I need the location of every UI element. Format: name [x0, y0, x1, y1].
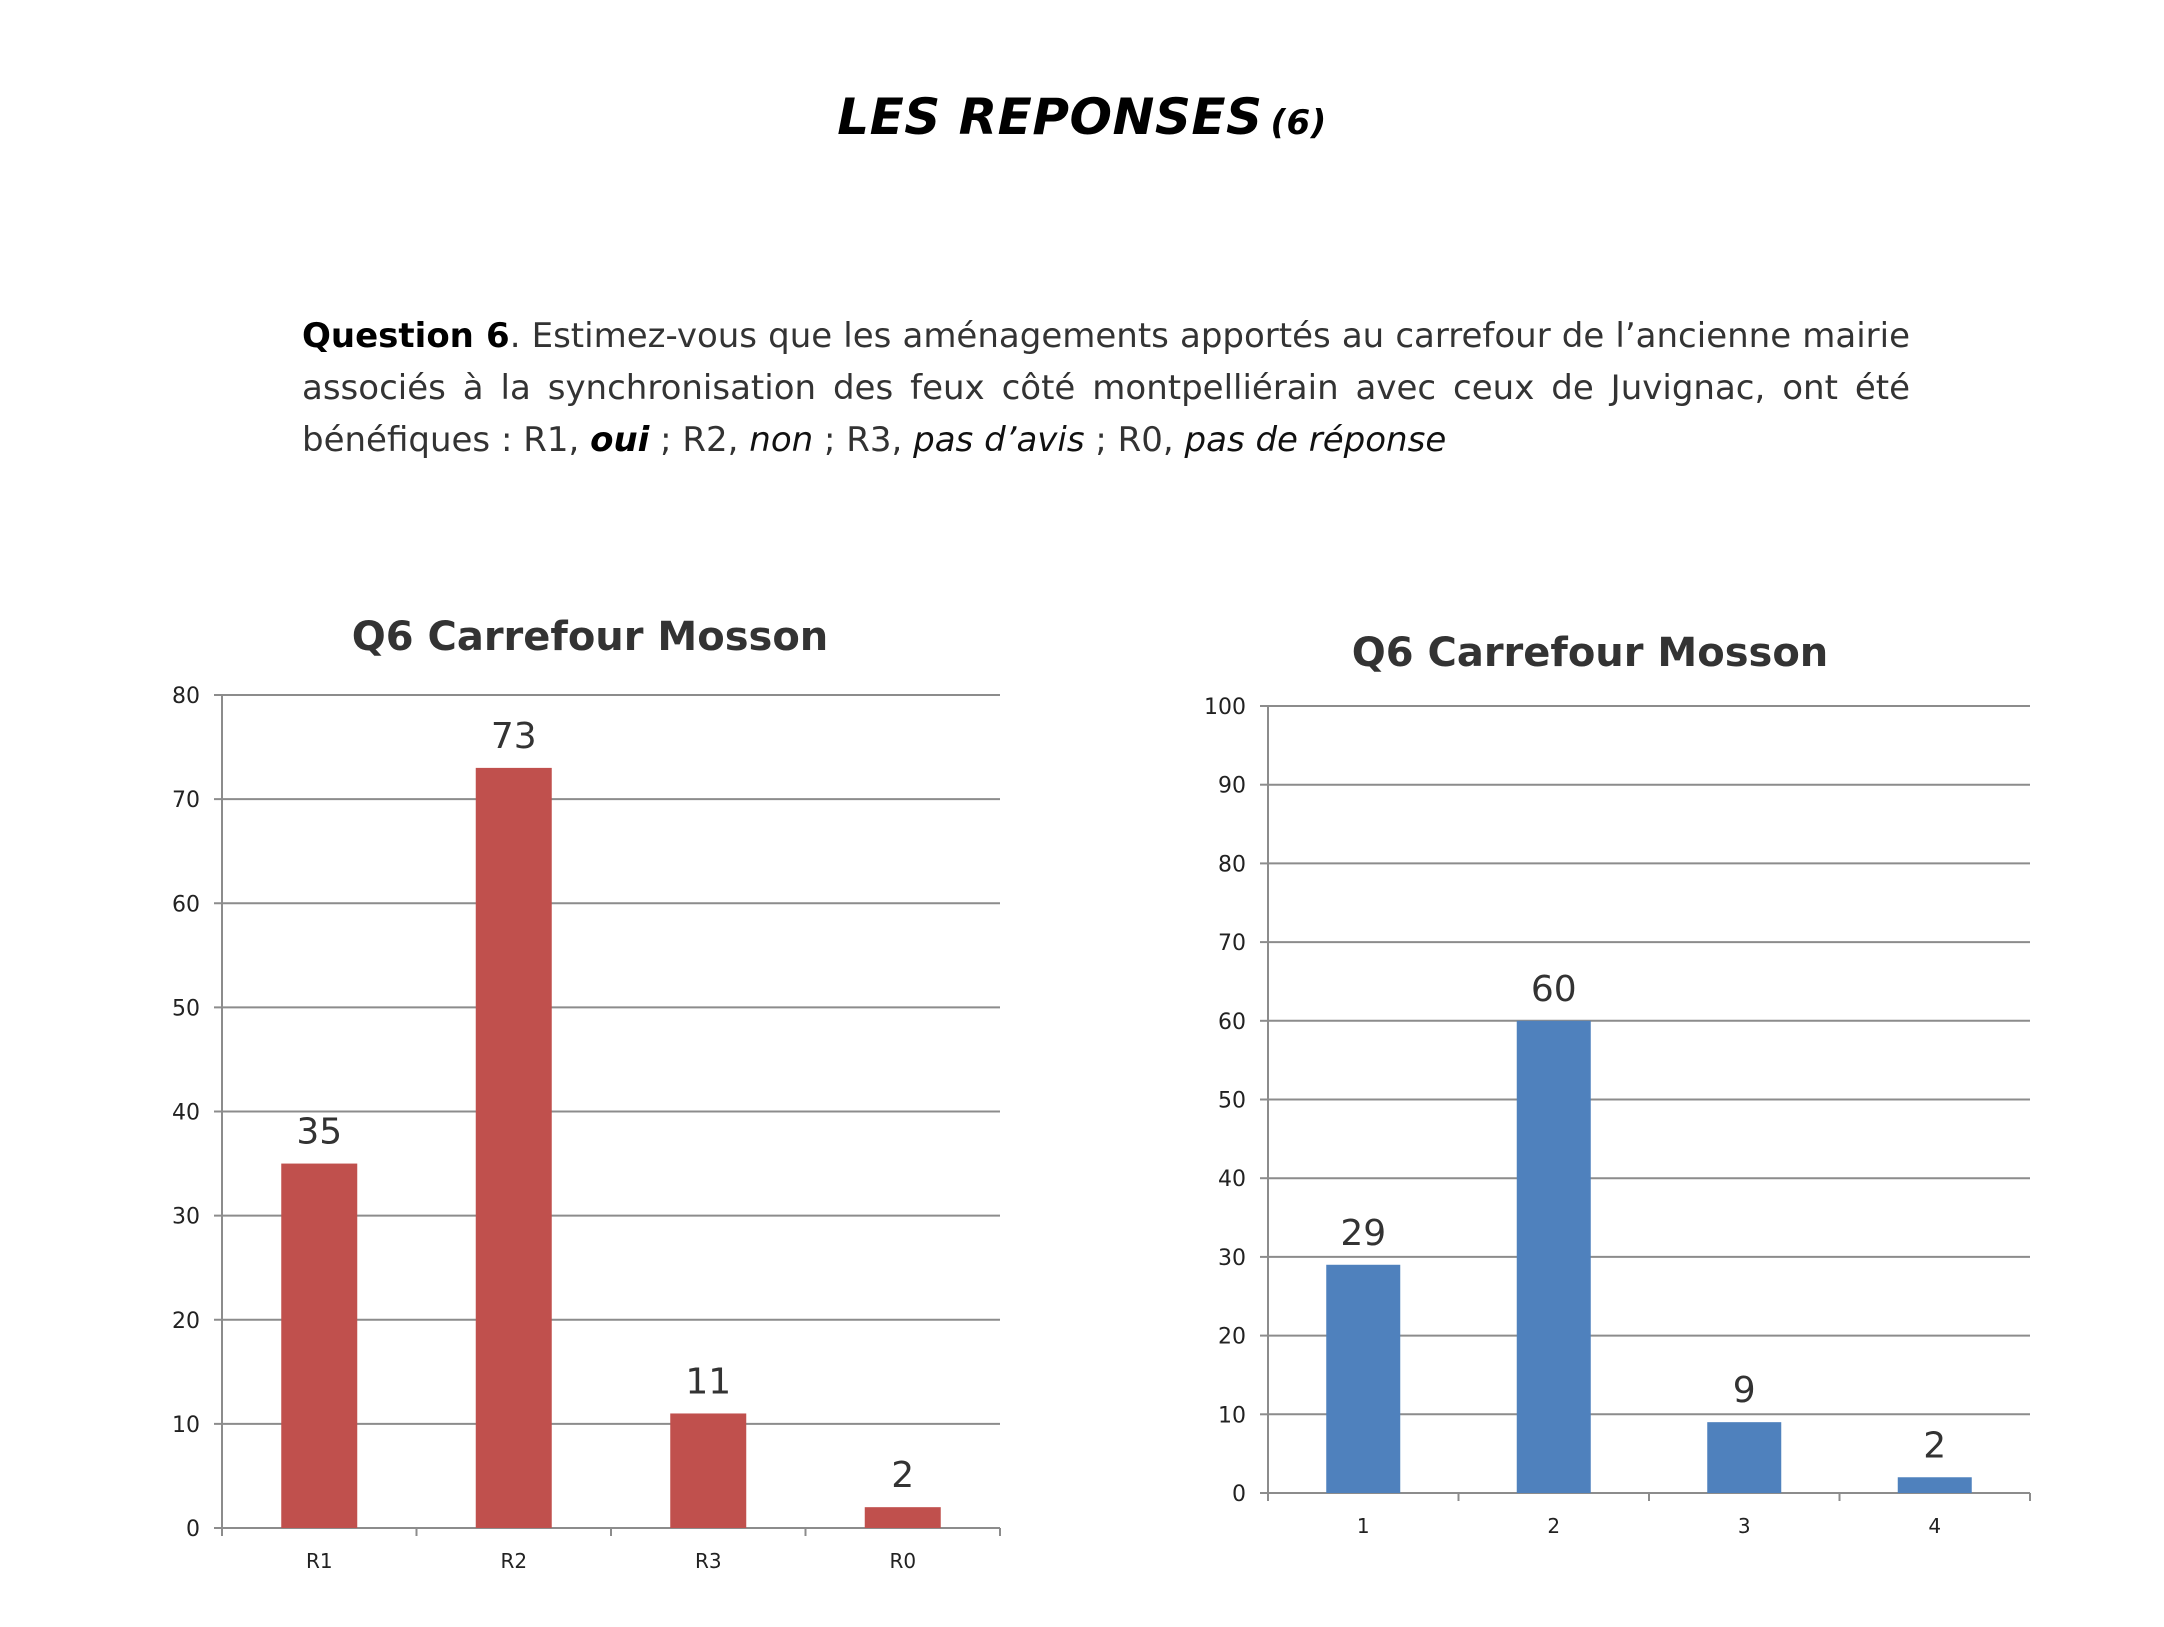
chart-1-data-label: 2 — [891, 1455, 915, 1497]
chart-2-y-tick-label: 20 — [1218, 1324, 1246, 1350]
chart-1-y-tick-label: 0 — [186, 1517, 200, 1542]
chart-1-y-tick-label: 20 — [172, 1308, 200, 1334]
chart-1-y-tick-label: 70 — [172, 788, 200, 814]
chart-2-y-tick-label: 30 — [1218, 1245, 1246, 1271]
chart-2-y-tick-label: 10 — [1218, 1403, 1246, 1429]
chart-1-y-tick-label: 50 — [172, 996, 200, 1022]
chart-1-y-tick-label: 80 — [172, 684, 200, 709]
chart-2-y-tick-label: 40 — [1218, 1167, 1246, 1193]
question-lead: Question 6 — [302, 316, 510, 356]
chart-1-bar — [670, 1413, 746, 1528]
chart-1-title: Q6 Carrefour Mosson — [351, 614, 829, 660]
chart-2-bar — [1898, 1477, 1972, 1493]
chart-1-bar — [865, 1507, 941, 1528]
chart-1-y-tick-label: 60 — [172, 892, 200, 918]
chart-2-x-tick-label: 4 — [1928, 1514, 1942, 1538]
chart-2-y-tick-label: 100 — [1204, 695, 1246, 720]
chart-1-y-tick-label: 30 — [172, 1204, 200, 1230]
chart-2-x-tick-label: 1 — [1356, 1514, 1370, 1538]
chart-2-data-label: 29 — [1340, 1212, 1387, 1254]
chart-1-bar — [281, 1164, 357, 1528]
chart-2-x-tick-label: 3 — [1737, 1514, 1751, 1538]
answer-pas-reponse: pas de réponse — [1184, 420, 1447, 460]
chart-1-x-tick-label: R3 — [694, 1549, 722, 1573]
question-body: . Estimez-vous que les aménagements apportés au carrefour de l’ancienne mairie associés à la synchronisation des feux côté montpelliérain avec ceux de Juvignac, ont été bénéfiques : R1, — [302, 316, 1910, 460]
chart-2-y-tick-label: 70 — [1218, 931, 1246, 957]
question-sep-2: ; R3, — [813, 420, 914, 460]
chart-2-bar — [1326, 1265, 1400, 1493]
chart-1-data-label: 73 — [490, 715, 537, 757]
chart-1-data-label: 35 — [296, 1111, 343, 1153]
chart-2-x-tick-label: 2 — [1547, 1514, 1561, 1538]
chart-1-x-tick-label: R2 — [500, 1549, 528, 1573]
page-title-text: LES REPONSES — [837, 88, 1263, 146]
chart-2-bar — [1707, 1422, 1781, 1493]
chart-2-data-label: 9 — [1732, 1370, 1756, 1412]
chart-2-y-tick-label: 60 — [1218, 1009, 1246, 1035]
chart-1-x-tick-label: R0 — [889, 1549, 917, 1573]
chart-1-y-tick-label: 10 — [172, 1412, 200, 1438]
chart-1-bar — [476, 768, 552, 1528]
answer-oui: oui — [590, 420, 650, 460]
chart-1-data-label: 11 — [685, 1361, 732, 1403]
question-sep-3: ; R0, — [1084, 420, 1185, 460]
chart-2-y-tick-label: 50 — [1218, 1088, 1246, 1114]
chart-2-bar — [1517, 1021, 1591, 1493]
chart-2-data-label: 2 — [1923, 1425, 1947, 1467]
chart-2-title: Q6 Carrefour Mosson — [1351, 630, 1829, 676]
chart-1-y-tick-label: 40 — [172, 1100, 200, 1126]
chart-1-x-tick-label: R1 — [305, 1549, 333, 1573]
question-sep-1: ; R2, — [649, 420, 750, 460]
answer-pas-avis: pas d’avis — [913, 420, 1085, 460]
chart-2-y-tick-label: 80 — [1218, 852, 1246, 878]
chart-2-y-tick-label: 90 — [1218, 773, 1246, 799]
chart-2-data-label: 60 — [1530, 968, 1577, 1010]
chart-2-y-tick-label: 0 — [1232, 1482, 1246, 1507]
answer-non: non — [749, 420, 814, 460]
page-title-suffix: (6) — [1270, 103, 1327, 143]
